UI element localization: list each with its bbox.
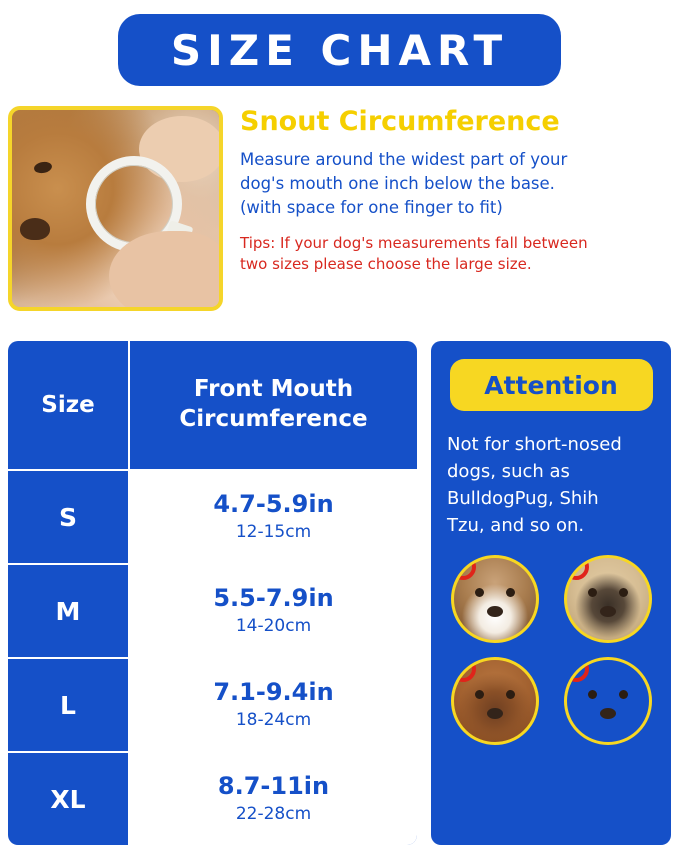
dog-snout-shape (600, 708, 616, 719)
snout-tip-line-1: Tips: If your dog's measurements fall between (240, 233, 588, 252)
snout-description-line-1: Measure around the widest part of your (240, 150, 568, 170)
table-cell-inches: 4.7-5.9in (213, 490, 334, 519)
table-row (8, 471, 417, 565)
snout-tip (240, 233, 671, 276)
attention-text (445, 431, 657, 539)
dog-snout-shape (600, 606, 616, 617)
snout-heading: Snout Circumference (240, 106, 560, 137)
dog-nose-shape (20, 218, 50, 240)
table-cell-size: L (8, 659, 130, 751)
size-table (8, 341, 417, 845)
table-cell-cm: 14-20cm (235, 615, 312, 636)
table-header-measurement-line-2: Circumference (179, 406, 368, 432)
snout-section (8, 106, 671, 311)
table-header-measurement-line-1: Front Mouth (193, 376, 354, 403)
dog-eyes-shape (454, 690, 536, 699)
poodle-photo (451, 657, 539, 745)
table-cell-cm: 18-24cm (235, 709, 312, 730)
snout-description-line-2: dog's mouth one inch below the base. (240, 174, 555, 194)
page-title: SIZE CHART (170, 25, 509, 75)
attention-badge-label: Attention (484, 370, 618, 400)
pitbull-photo (564, 657, 652, 745)
dog-eyes-shape (567, 588, 649, 597)
bulldog-photo (451, 555, 539, 643)
dog-eye-shape (33, 161, 53, 175)
snout-description (240, 148, 671, 219)
dog-snout-shape (487, 708, 503, 719)
table-cell-inches: 5.5-7.9in (213, 584, 334, 613)
snout-text-block (240, 106, 671, 275)
prohibition-icon (564, 657, 589, 682)
dog-eyes-shape (454, 588, 536, 597)
table-cell-cm: 12-15cm (235, 521, 312, 542)
excluded-breeds-grid (445, 555, 657, 745)
dog-snout-shape (487, 606, 503, 617)
attention-panel (431, 341, 671, 845)
table-row (8, 565, 417, 659)
table-cell-inches: 8.7-11in (217, 772, 330, 801)
table-cell-cm: 22-28cm (235, 803, 312, 824)
dog-photo-illustration (12, 110, 219, 307)
page-title-banner (118, 14, 561, 86)
table-cell-size: S (8, 471, 130, 563)
table-cell-measurement (130, 565, 417, 657)
snout-tip-line-2: two sizes please choose the large size. (240, 254, 532, 273)
attention-text-line-4: Tzu, and so on. (447, 515, 585, 536)
table-header-size: Size (8, 341, 130, 469)
table-header-measurement (130, 341, 417, 469)
dog-measuring-photo (8, 106, 223, 311)
table-cell-inches: 7.1-9.4in (213, 678, 334, 707)
pug-photo (564, 555, 652, 643)
prohibition-icon (564, 555, 589, 580)
prohibition-icon (451, 657, 476, 682)
table-cell-measurement (130, 753, 417, 845)
table-cell-measurement (130, 471, 417, 563)
prohibition-icon (451, 555, 476, 580)
table-cell-size: XL (8, 753, 130, 845)
dog-eyes-shape (567, 690, 649, 699)
attention-text-line-2: dogs, such as (447, 461, 570, 482)
table-header-row (8, 341, 417, 471)
attention-text-line-3: BulldogPug, Shih (447, 488, 599, 509)
hand-lower-shape (109, 231, 223, 311)
table-row (8, 753, 417, 845)
table-cell-measurement (130, 659, 417, 751)
attention-text-line-1: Not for short-nosed (447, 434, 622, 455)
attention-badge (450, 359, 653, 411)
table-cell-size: M (8, 565, 130, 657)
snout-description-line-3: (with space for one finger to fit) (240, 197, 503, 217)
table-row (8, 659, 417, 753)
